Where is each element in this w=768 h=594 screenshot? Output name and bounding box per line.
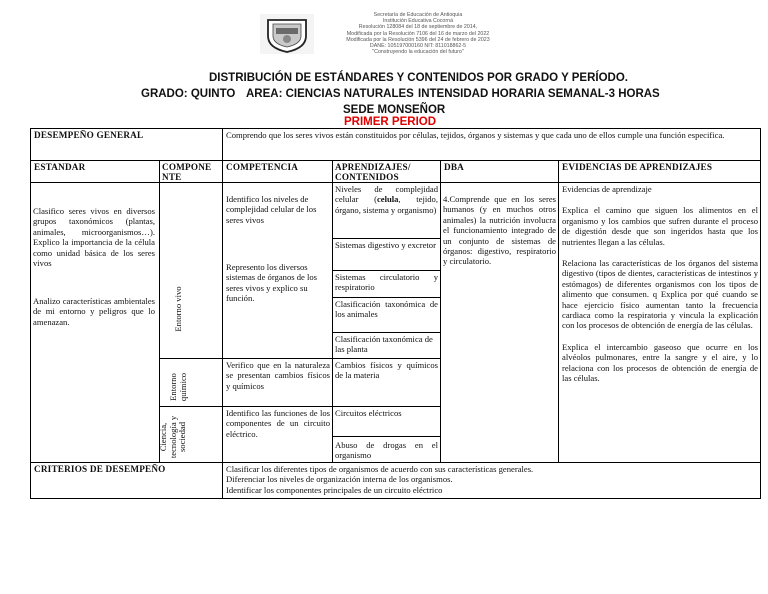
institution-logo	[260, 14, 314, 54]
header-aprendizajes-line: CONTENIDOS	[335, 172, 399, 183]
institution-motto: "Construyendo la educación del futuro"	[372, 49, 464, 56]
aprendizaje-text: , tejido, órgano, sistema y organismo)	[335, 194, 438, 215]
area-label: AREA: CIENCIAS NATURALES	[246, 88, 414, 100]
header-componente-line: NTE	[162, 172, 182, 183]
institution-header	[318, 12, 518, 55]
aprendizaje-item	[335, 184, 438, 236]
aprendizaje-bold: celula	[376, 194, 399, 205]
competencia-item: Verifico que en la naturaleza se presentan cambios físicos y químicos	[226, 360, 330, 391]
header-componente-line: COMPONE	[162, 162, 212, 172]
evidencia-item: Relaciona las características de los órganos del sistema digestivo (tipos de dientes, características de intestinos y estómagos) de diferentes organismos con los tipos de alimento que consumen. q Explica por qué cuando se hace ejercicio físico aumentan tanto la frecuencia cardiaca como la respiratoria y vincula la explicación con los procesos de obtención de energía de las células.	[562, 258, 758, 331]
header-aprendizajes	[335, 162, 439, 183]
institution-line: Secretaría de Educación de Antioquia	[373, 12, 463, 18]
grade-label: GRADO: QUINTO	[141, 88, 236, 100]
period-label: PRIMER PERIOD	[344, 116, 437, 128]
institution-line: DANE: 105197000160 NIT: 811018862-5	[369, 43, 467, 50]
componente-entorno-vivo: Entorno vivo	[173, 286, 183, 332]
criterios-list	[226, 464, 758, 498]
aprendizaje-item: Sistemas digestivo y excretor	[335, 240, 436, 250]
header-aprendizajes-line: APRENDIZAJES/	[335, 162, 411, 172]
sede-label: SEDE MONSEÑOR	[343, 104, 446, 116]
aprendizaje-text: Niveles de complejidad celular (	[335, 184, 438, 205]
institution-line: Institución Educativa Cocorná	[382, 18, 454, 25]
componente-entorno-quimico: Entorno químico	[168, 372, 188, 402]
evidencia-item: Explica el camino que siguen los alimentos en el organismo y los cambios que sufren durante el proceso de digestión desde que son ingeridos hasta que los nutrientes llegan a las células.	[562, 205, 758, 247]
header-competencia: COMPETENCIA	[226, 162, 299, 172]
header-dba: DBA	[444, 162, 464, 172]
desempeno-general-label: DESEMPEÑO GENERAL	[34, 130, 144, 140]
institution-line: Modificada por la Resolución 5396 del 24 de febrero de 2023	[346, 36, 490, 43]
aprendizaje-item: Clasificación taxonómica de las planta	[335, 334, 433, 355]
header-componente	[162, 162, 220, 183]
estandar-text-2: Analizo características ambientales de mi entorno y peligros que lo amenazan.	[33, 296, 155, 327]
criterios-label: CRITERIOS DE DESEMPEÑO	[34, 464, 166, 474]
desempeno-general-text: Comprendo que los seres vivos están constituidos por células, tejidos, órganos y sistemas y que cada uno de ellos cumple una función especifica.	[226, 130, 725, 140]
aprendizaje-item: Cambios físicos y químicos de la materia	[335, 360, 438, 381]
aprendizaje-item: Abuso de drogas en el organismo	[335, 440, 438, 461]
evidencia-item: Explica el intercambio gaseoso que ocurre en los alvéolos pulmonares, entre la sangre y el aire, y lo relaciona con los procesos de obtención de energía de las células.	[562, 341, 758, 384]
aprendizaje-item: Circuitos eléctricos	[335, 408, 402, 418]
criterio-item: Clasificar los diferentes tipos de organismos de acuerdo con sus características generales.	[226, 464, 534, 474]
aprendizaje-item: Sistemas circulatorio y respiratorio	[335, 272, 438, 293]
evidencias-title: Evidencias de aprendizaje	[562, 184, 652, 194]
header-evidencias: EVIDENCIAS DE APRENDIZAJES	[562, 162, 713, 172]
componente-ciencia-tecnologia: Ciencia, tecnología y sociedad	[158, 415, 187, 459]
competencia-item: Represento los diversos sistemas de órganos de los seres vivos y explico su función.	[226, 262, 318, 304]
competencia-item: Identifico las funciones de los componentes de un circuito eléctrico.	[226, 408, 330, 439]
criterio-item: Identificar los componentes principales de un circuito eléctrico	[226, 484, 443, 495]
aprendizaje-item: Clasificación taxonómica de los animales	[335, 299, 438, 320]
institution-line: Resolución 128084 del 18 de septiembre de 2014,	[358, 24, 478, 31]
estandar-text: Clasifico seres vivos en diversos grupos taxonómicos (plantas, animales, microorganismos…). Explico la importancia de la célula como unidad básica de los seres vivos	[33, 206, 155, 269]
dba-text: 4.Comprende que en los seres humanos (y en muchos otros animales) la nutrición involucra el funcionamiento integrado de un conjunto de sistemas de órganos: digestivo, respiratorio y circulatorio.	[443, 194, 556, 267]
institution-line: Modificada por la Resolución 7106 del 16 de marzo del 2022	[346, 30, 490, 37]
intensity-label: INTENSIDAD HORARIA SEMANAL-3 HORAS	[418, 88, 660, 100]
criterio-item: Diferenciar los niveles de organización interna de los organismos.	[226, 474, 453, 485]
header-estandar: ESTANDAR	[34, 162, 86, 172]
evidencias-block	[562, 184, 758, 460]
competencia-item: Identifico los niveles de complejidad celular de los seres vivos	[226, 194, 317, 225]
document-title: DISTRIBUCIÓN DE ESTÁNDARES Y CONTENIDOS POR GRADO Y PERÍODO.	[209, 72, 628, 84]
